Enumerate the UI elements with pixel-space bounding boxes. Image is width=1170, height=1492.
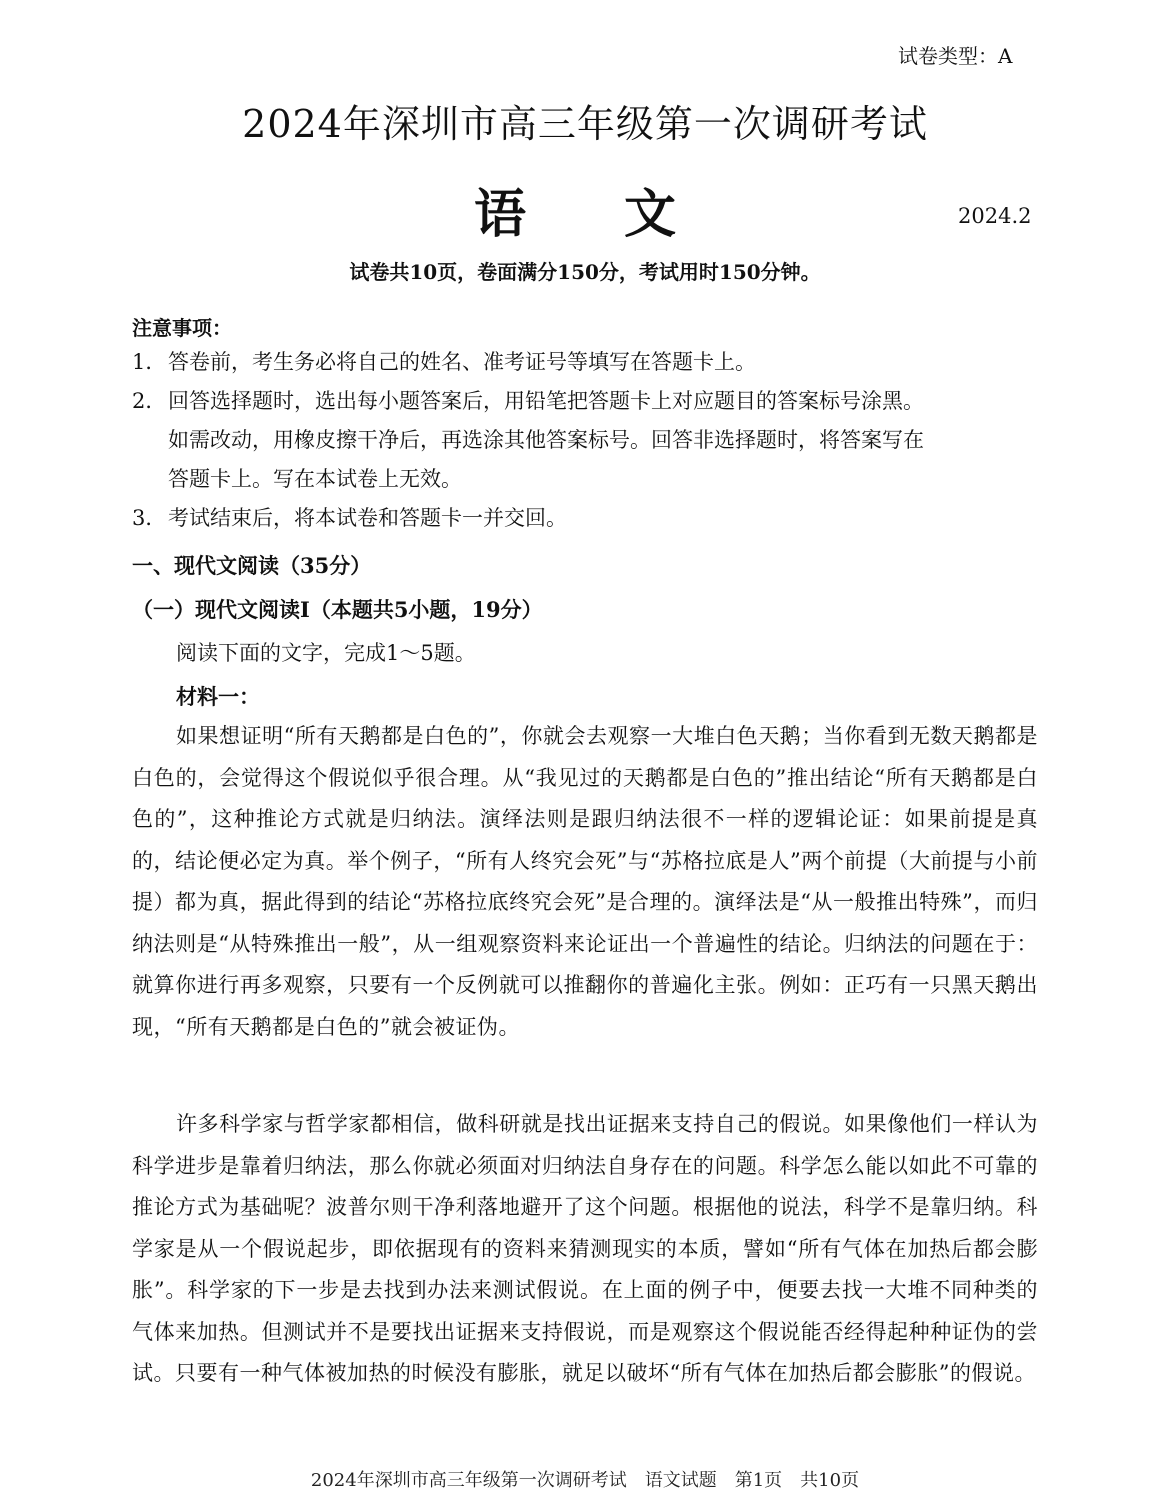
notice-item-2-line-2: 如需改动，用橡皮擦干净后，再选涂其他答案标号。回答非选择题时，将答案写在 xyxy=(168,428,924,452)
notice-item-text: 回答选择题时，选出每小题答案后，用铅笔把答题卡上对应题目的答案标号涂黑。 xyxy=(168,389,924,413)
notice-item-number: 3． xyxy=(132,506,167,530)
notice-item-1 xyxy=(132,346,756,376)
notice-item-3 xyxy=(132,502,567,532)
paper-info: 试卷共10页，卷面满分150分，考试用时150分钟。 xyxy=(349,260,821,284)
notice-item-text: 考试结束后，将本试卷和答题卡一并交回。 xyxy=(168,506,567,530)
subsection-heading: （一）现代文阅读Ⅰ（本题共5小题，19分） xyxy=(132,597,543,622)
notice-title: 注意事项： xyxy=(132,316,232,340)
section-heading: 一、现代文阅读（35分） xyxy=(132,553,372,578)
notice-item-2 xyxy=(132,385,924,415)
page-footer: 2024年深圳市高三年级第一次调研考试 语文试题 第1页 共10页 xyxy=(310,1470,860,1491)
passage-paragraph-2: 许多科学家与哲学家都相信，做科研就是找出证据来支持自己的假说。如果像他们一样认为科学进步是靠着归纳法，那么你就必须面对归纳法自身存在的问题。科学怎么能以如此不可靠的推论方式为基础呢？波普尔则干净利落地避开了这个问题。根据他的说法，科学不是靠归纳。科学家是从一个假说起步，即依据现有的资料来猜测现实的本质，譬如“所有气体在加热后都会膨胀”。科学家的下一步是去找到办法来测试假说。在上面的例子中，便要去找一大堆不同种类的气体来加热。但测试并不是要找出证据来支持假说，而是观察这个假说能否经得起种种证伪的尝试。只要有一种气体被加热的时候没有膨胀，就足以破坏“所有气体在加热后都会膨胀”的假说。 xyxy=(132,1112,1038,1385)
reading-instruction: 阅读下面的文字，完成1～5题。 xyxy=(176,641,476,665)
material-label: 材料一： xyxy=(176,684,260,709)
paper-type-label: 试卷类型：A xyxy=(898,44,1013,68)
subject-title: 语 文 xyxy=(473,184,717,245)
notice-item-number: 1． xyxy=(132,350,167,374)
exam-title: 2024年深圳市高三年级第一次调研考试 xyxy=(242,102,928,146)
notice-item-number: 2． xyxy=(132,389,167,413)
exam-date: 2024.2 xyxy=(958,204,1032,228)
notice-item-2-line-3: 答题卡上。写在本试卷上无效。 xyxy=(168,467,462,491)
passage-paragraph-1: 如果想证明“所有天鹅都是白色的”，你就会去观察一大堆白色天鹅；当你看到无数天鹅都是白色的，会觉得这个假说似乎很合理。从“我见过的天鹅都是白色的”推出结论“所有天鹅都是白色的”，这种推论方式就是归纳法。演绎法则是跟归纳法很不一样的逻辑论证：如果前提是真的，结论便必定为真。举个例子，“所有人终究会死”与“苏格拉底是人”两个前提（大前提与小前提）都为真，据此得到的结论“苏格拉底终究会死”是合理的。演绎法是“从一般推出特殊”，而归纳法则是“从特殊推出一般”，从一组观察资料来论证出一个普遍性的结论。归纳法的问题在于：就算你进行再多观察，只要有一个反例就可以推翻你的普遍化主张。例如：正巧有一只黑天鹅出现，“所有天鹅都是白色的”就会被证伪。 xyxy=(132,724,1038,1039)
notice-item-text: 答卷前，考生务必将自己的姓名、准考证号等填写在答题卡上。 xyxy=(168,350,756,374)
